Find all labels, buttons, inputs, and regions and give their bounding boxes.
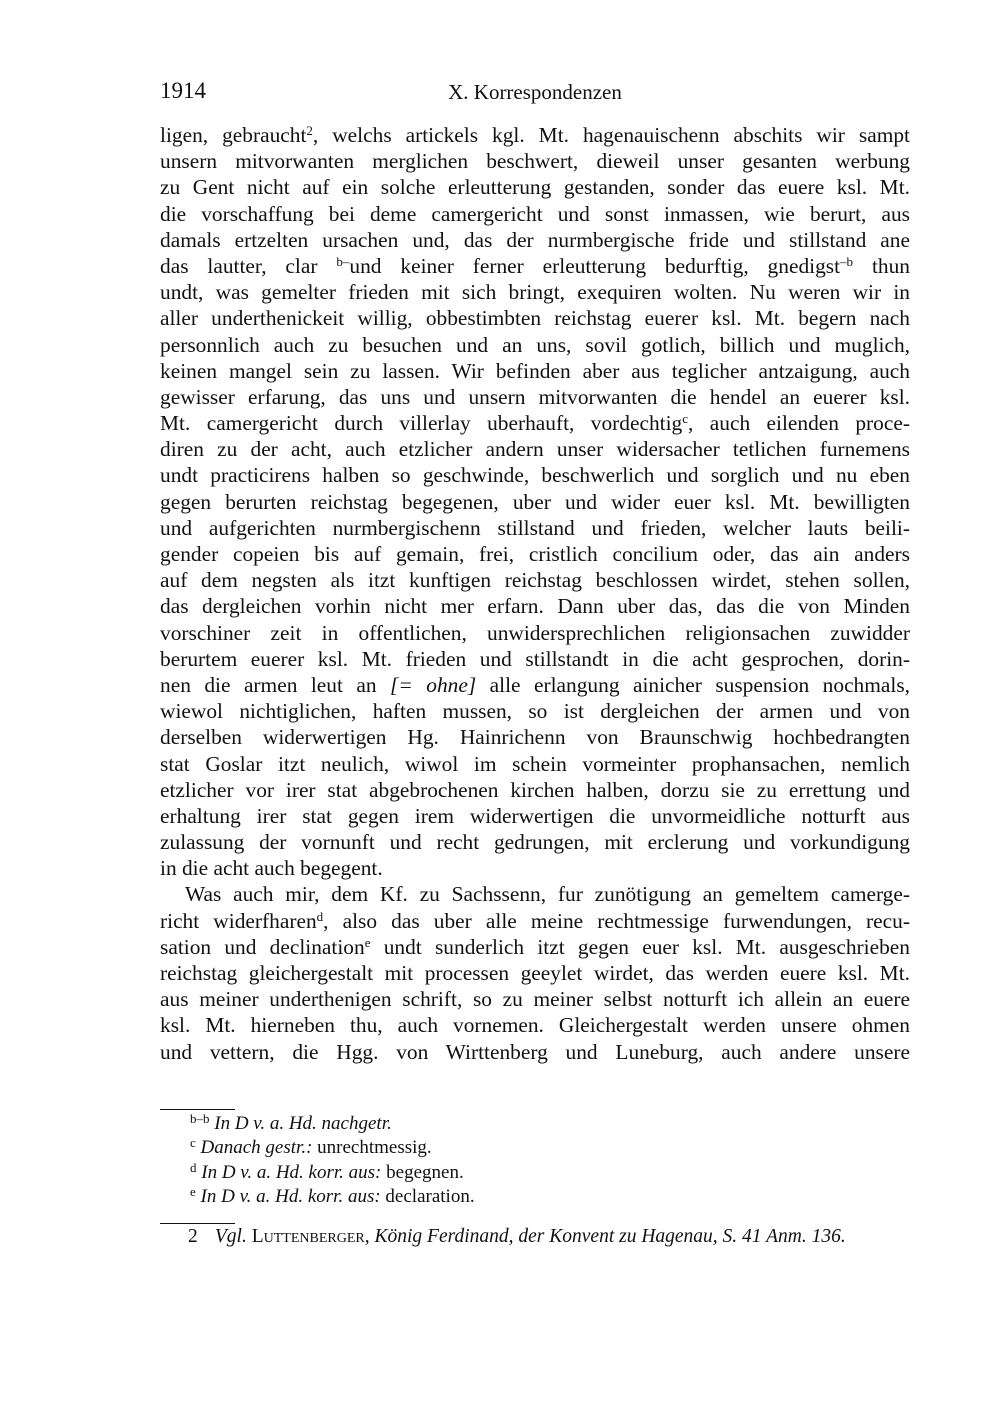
footnote-author: Luttenberger	[251, 1226, 365, 1247]
note-mark: e	[364, 934, 371, 950]
text-line: undt practicirens halben so geschwinde, beschwerlich und sorglich und nu eben	[160, 463, 910, 488]
text-line: unsern mitvorwanten merglichen beschwert, dieweil unser gesanten werbung	[160, 149, 910, 174]
text-line: gegen berurten reichstag begegenen, uber und wider euer ksl. Mt. bewilligten	[160, 489, 910, 514]
text-line: ksl. Mt. hierneben thu, auch vornemen. Gleichergestalt werden unsere ohmen	[160, 1013, 910, 1038]
text-line: ligen, gebraucht$^2$, welchs artickels kgl. Mt. hagenauischenn abschits wir sampt	[160, 123, 910, 147]
text-line: keinen mangel sein zu lassen. Wir befinden aber aus teglicher antzaigung, auch	[160, 358, 910, 383]
text-line: richt widerfharen$^d$, also das uber alle meine rechtmessige furwendungen, recu-	[160, 908, 910, 933]
note-mark: –b	[840, 253, 854, 269]
text-line: vorschiner zeit in offentlichen, unwidersprechlichen religionsachen zuwidder	[160, 620, 910, 645]
text-note: $^c$ Danach gestr.: unrechtmessig.	[190, 1135, 432, 1159]
text-line: zulassung der vornunft und recht gedrungen, mit erclerung und vorkundigung	[160, 830, 910, 855]
text-note: $^e$ In D v. a. Hd. korr. aus: declaration.	[190, 1184, 475, 1208]
footnote	[188, 1226, 846, 1248]
running-head: X. Korrespondenzen	[448, 80, 622, 104]
text-line: aus meiner underthenigen schrift, so zu meiner selbst notturft ich allein an euere	[160, 987, 910, 1012]
text-line: das dergleichen vorhin nicht mer erfarn. Dann uber das, das die von Minden	[160, 594, 910, 619]
text-line: aller underthenickeit willig, obbestimbten reichstag euerer ksl. Mt. begern nach	[160, 306, 910, 331]
main-text	[160, 122, 910, 1065]
text-line: wiewol nichtiglichen, haften mussen, so ist dergleichen der armen und von	[160, 699, 910, 724]
note-mark: d	[316, 908, 324, 924]
text-line: stat Goslar itzt neulich, wiwol im schein vormeinter prophansachen, nemlich	[160, 751, 910, 776]
text-line: Mt. camergericht durch villerlay uberhauft, vordechtig$^c$, auch eilenden proce-	[160, 411, 910, 436]
notes-divider	[160, 1109, 235, 1110]
text-line: die vorschaffung bei deme camergericht und sonst inmassen, wie berurt, aus	[160, 201, 910, 226]
footnote-vgl: Vgl.	[214, 1226, 247, 1247]
text-line: derselben widerwertigen Hg. Hainrichenn von Braunschwig hochbedrangten	[160, 725, 910, 750]
text-note: $^{b-b}$ In D v. a. Hd. nachgetr.	[190, 1111, 392, 1134]
page-number: 1914	[160, 78, 206, 103]
text-line: damals ertzelten ursachen und, das der nurmbergische fride und stillstand ane	[160, 227, 910, 252]
text-line: Was auch mir, dem Kf. zu Sachssenn, fur zunötigung an gemeltem camerge-	[185, 882, 910, 907]
text-line: das lautter, clar $^{b-}$und keiner ferner erleutterung bedurftig, gnedigst$^{-b}$ thun	[160, 253, 910, 278]
footnote-number: 2	[188, 1226, 198, 1247]
text-line: diren zu der acht, auch etzlicher andern unser widersacher tetlichen furnemens	[160, 437, 910, 462]
text-line: sation und declination$^e$ undt sunderlich itzt gegen euer ksl. Mt. ausgeschrieben	[160, 934, 910, 959]
text-line: auf dem negsten als itzt kunftigen reichstag beschlossen wirdet, stehen sollen,	[160, 568, 910, 593]
editorial-insert: [= ohne]	[390, 672, 477, 697]
text-line: undt, was gemelter frieden mit sich bringt, exequiren wolten. Nu weren wir in	[160, 280, 910, 305]
text-line: nen die armen leut an [= ohne] alle erlangung ainicher suspension nochmals,	[160, 672, 911, 697]
text-line: etzlicher vor irer stat abgebrochenen kirchen halben, dorzu sie zu errettung und	[160, 777, 910, 802]
text-line: berurtem euerer ksl. Mt. frieden und stillstandt in die acht gesprochen, dorin-	[160, 646, 910, 671]
text-line: und aufgerichten nurmbergischenn stillstand und frieden, welcher lauts beili-	[160, 515, 910, 540]
text-line: und vettern, die Hgg. von Wirttenberg und Luneburg, auch andere unsere	[160, 1039, 910, 1064]
text-critical-notes	[190, 1112, 475, 1210]
text-note: $^d$ In D v. a. Hd. korr. aus: begegnen.	[190, 1159, 464, 1183]
text-line: zu Gent nicht auf ein solche erleutterung gestanden, sonder das euere ksl. Mt.	[160, 175, 910, 200]
text-line: reichstag gleichergestalt mit processen geeylet wirdet, das werden euere ksl. Mt.	[160, 961, 910, 985]
text-line: gender copeien bis auf gemain, frei, cristlich concilium oder, das ain anders	[160, 542, 910, 566]
text-line: gewisser erfarung, das uns und unsern mitvorwanten die hendel an euerer ksl.	[160, 384, 910, 409]
text-line: erhaltung irer stat gegen irem widerwertigen die unvormeidliche notturft aus	[160, 803, 910, 828]
note-mark: b–	[336, 253, 350, 269]
footnote-divider	[160, 1223, 235, 1224]
note-mark: c	[682, 411, 689, 427]
footnote-ref: 2	[306, 123, 313, 138]
footnote-title: , König Ferdinand, der Konvent zu Hagenau, S. 41 Anm. 136.	[364, 1226, 846, 1247]
text-line: in die acht auch begegent.	[160, 856, 383, 881]
text-line: personnlich auch zu besuchen und an uns, sovil gotlich, billich und muglich,	[160, 332, 910, 357]
